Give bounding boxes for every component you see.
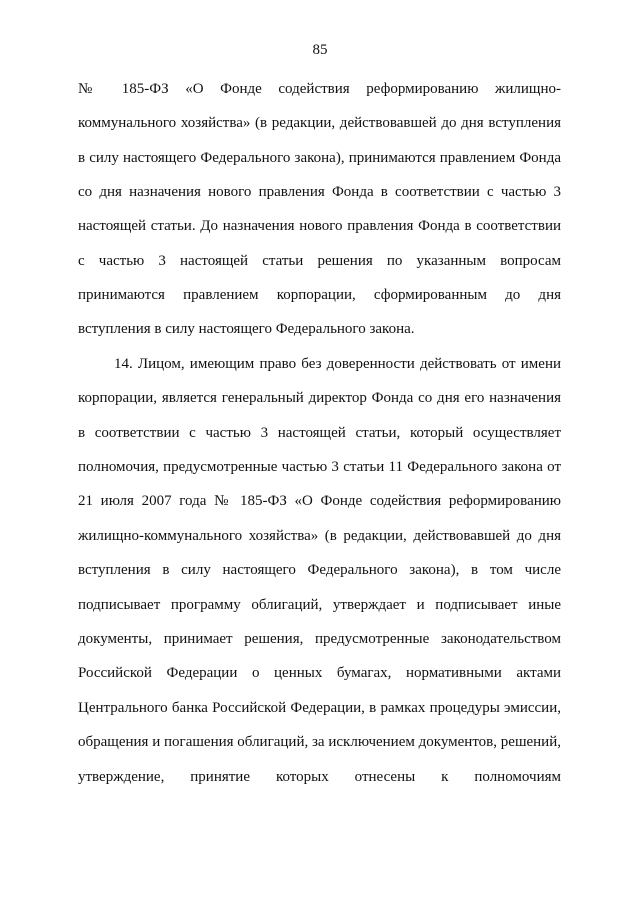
text-line: коммунального хозяйства» (в редакции, действовавшей до дня вступления xyxy=(78,115,561,131)
page-number: 85 xyxy=(312,42,328,58)
text-line: в силу настоящего Федерального закона), принимаются правлением Фонда xyxy=(78,150,561,166)
text-line: вступления в силу настоящего Федерального закона. xyxy=(78,321,415,337)
text-line: Центрального банка Российской Федерации, в рамках процедуры эмиссии, xyxy=(78,700,561,716)
text-line: подписывает программу облигаций, утверждает и подписывает иные xyxy=(78,597,561,613)
text-line: обращения и погашения облигаций, за исключением документов, решений, xyxy=(78,734,561,750)
text-line: утверждение, принятие которых отнесены к полномочиям xyxy=(78,769,561,785)
text-line: в соответствии с частью 3 настоящей статьи, который осуществляет xyxy=(78,425,561,441)
text-line: с частью 3 настоящей статьи решения по указанным вопросам xyxy=(78,253,561,269)
text-line: жилищно-коммунального хозяйства» (в редакции, действовавшей до дня xyxy=(78,528,561,544)
text-line: 21 июля 2007 года № 185-ФЗ «О Фонде содействия реформированию xyxy=(78,493,561,509)
paragraph-14-first-line: 14. Лицом, имеющим право без доверенности действовать от имени xyxy=(114,356,561,372)
text-line: со дня назначения нового правления Фонда в соответствии с частью 3 xyxy=(78,184,561,200)
text-line: полномочия, предусмотренные частью 3 статьи 11 Федерального закона от xyxy=(78,459,561,475)
text-line: принимаются правлением корпорации, сформированным до дня xyxy=(78,287,561,303)
text-line: № 185-ФЗ «О Фонде содействия реформированию жилищно- xyxy=(78,81,561,97)
text-line: Российской Федерации о ценных бумагах, нормативными актами xyxy=(78,665,561,681)
text-line: настоящей статьи. До назначения нового правления Фонда в соответствии xyxy=(78,218,561,234)
text-line: корпорации, является генеральный директор Фонда со дня его назначения xyxy=(78,390,561,406)
text-line: документы, принимает решения, предусмотренные законодательством xyxy=(78,631,561,647)
text-line: вступления в силу настоящего Федерального закона), в том числе xyxy=(78,562,561,578)
